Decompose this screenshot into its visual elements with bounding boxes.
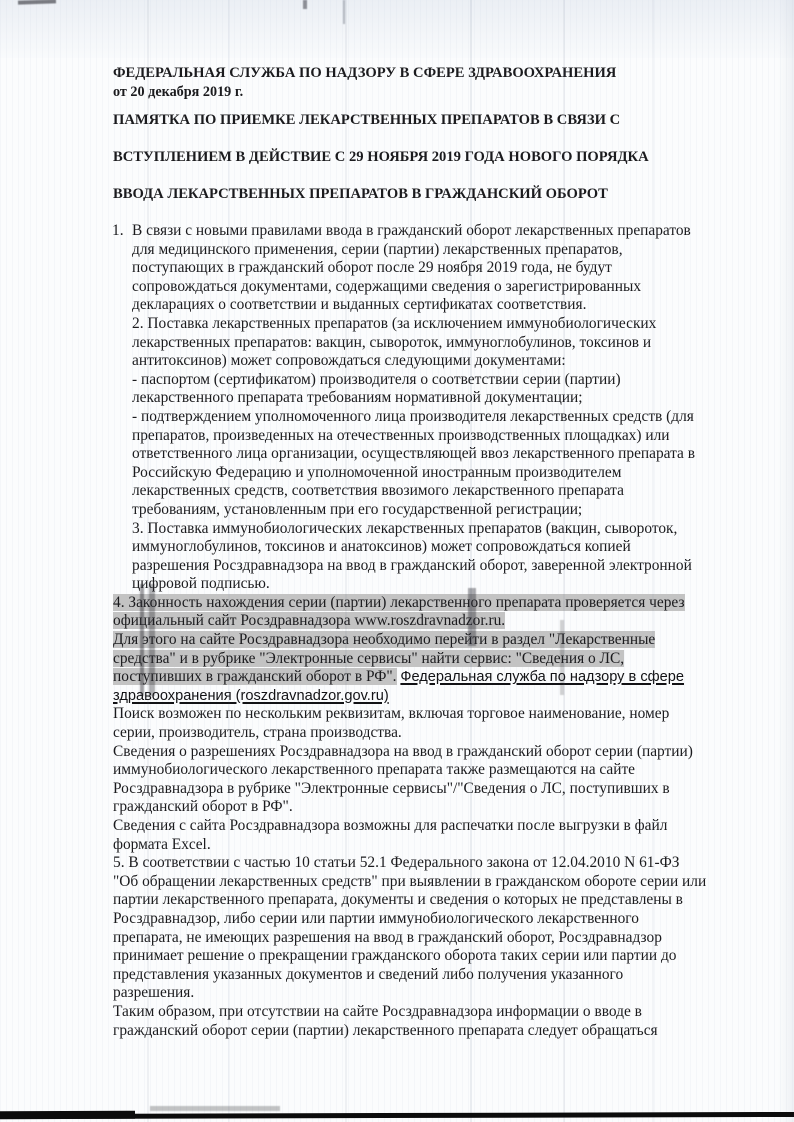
paragraph-4-instructions [113,631,707,705]
scan-edge-bar [0,1112,794,1119]
paragraph-5-law [113,854,707,1003]
title-line: ВВОДА ЛЕКАРСТВЕННЫХ ПРЕПАРАТОВ В ГРАЖДАНСКИЙ ОБОРОТ [113,186,608,202]
title-line: ВСТУПЛЕНИЕМ В ДЕЙСТВИЕ С 29 НОЯБРЯ 2019 ГОДА НОВОГО ПОРЯДКА [113,149,649,165]
text-segment: 2. Поставка лекарственных препаратов (за исключением иммунобиологических лекарственных препаратов: вакцин, сывороток, иммуноглобулинов, токсинов и антитоксинов) может сопровождаться следующими документами: [132,314,657,370]
scan-top-shading [0,0,794,58]
text-segment: В связи с новыми правилами ввода в гражданский оборот лекарственных препаратов для медицинского применения, серии (партии) лекарственных препаратов, поступающих в гражданский оборот после 29 ноября 2019 года, не будут сопровождаться документами, содержащими сведения о зарегистрированных декларациях о соответствии и выданных сертификатах соответствия. [132,222,691,314]
text-segment: 3. Поставка иммунобиологических лекарственных препаратов (вакцин, сывороток, иммуноглобулинов, токсинов и анатоксинов) может сопровождаться копией разрешения Росздравнадзора на ввод в гражданский оборот, заверенной электронной цифровой подписью. [132,519,692,593]
list-item-1 [113,222,707,315]
text-segment: 5. В соответствии с частью 10 статьи 52.1 Федерального закона от 12.04.2010 N 61-ФЗ "Об обращении лекарственных средств" при выявлении в гражданском обороте серии или партии лекарственного препарата, документы и сведения о которых не представлены в Росздравнадзор, либо серии или партии иммунобиологического лекарственного препарата, не имеющих разрешения на ввод в гражданский оборот, Росздравнадзор принимает решение о прекращении гражданского оборота таких серии или партии до представления указанных документов и сведений либо получения указанного разрешения. [113,854,707,1002]
document-title [113,112,707,203]
text-segment: Таким образом, при отсутствии на сайте Росздравнадзора информации о вводе в гражданский оборот серии (партии) лекарственного препарата следует обращаться [113,1002,658,1039]
bullet-passport [132,371,707,408]
list-number: 1. [112,222,124,239]
roszdravnadzor-link[interactable]: Федеральная служба по надзору в сфере здравоохранения (roszdravnadzor.gov.ru) [113,669,684,704]
text-segment: - паспортом (сертификатом) производителя о соответствии серии (партии) лекарственного препарата требованиям нормативной документации; [132,370,621,407]
paragraph-immuno-permits [113,743,707,817]
scan-smudge [150,1106,280,1111]
scan-edge-bar [0,1111,135,1119]
paragraph-3-immuno-supply [132,520,707,594]
text-segment: Сведения с сайта Росздравнадзора возможны для распечатки после выгрузки в файл формата Excel. [113,817,668,853]
paragraph-excel [113,817,707,854]
document-content [113,64,707,1040]
org-name: ФЕДЕРАЛЬНАЯ СЛУЖБА ПО НАДЗОРУ В СФЕРЕ ЗДРАВООХРАНЕНИЯ [113,65,617,81]
document-body [113,222,707,1040]
text-segment: Поиск возможен по нескольким реквизитам, включая торговое наименование, номер серии, производитель, страна производства. [113,705,670,742]
document-header [113,64,707,203]
title-line: ПАМЯТКА ПО ПРИЕМКЕ ЛЕКАРСТВЕННЫХ ПРЕПАРАТОВ В СВЯЗИ С [113,112,621,128]
paragraph-conclusion [113,1003,707,1040]
text-segment: Сведения о разрешениях Росздравнадзора на ввод в гражданский оборот серии (партии) иммунобиологического лекарственного препарата также размещаются на сайте Росздравнадзора в рубрике "Электронные сервисы"/"Сведения о ЛС, поступивших в гражданский оборот в РФ". [113,742,693,816]
paragraph-2-supply [132,315,707,371]
scan-right-edge-shading [778,0,794,1122]
document-date: от 20 декабря 2019 г. [113,84,244,100]
paragraph-search [113,705,707,742]
text-segment: - подтверждением уполномоченного лица производителя лекарственных средств (для препаратов, произведенных на отечественных производственных площадках) или ответственного лица организации, осуществляющей ввоз лекарственного препарата в Российскую Федерацию и уполномоченной иностранным производителем лекарственных средств, соответствия ввозимого лекарственного препарата требованиям, установленным при его государственной регистрации; [132,407,695,518]
highlighted-text: 4. Законность нахождения серии (партии) лекарственного препарата проверяется через официальный сайт Росздравнадзора www.roszdravnadzor.ru. [113,593,685,630]
bullet-confirmation [132,408,707,520]
paragraph-4-legality [113,594,707,631]
highlighted-text: Для этого на сайте Росздравнадзора необходимо перейти в раздел "Лекарственные средства" и в рубрике "Электронные сервисы" найти сервис: "Сведения о ЛС, поступивших в гражданский оборот в РФ". [113,631,656,686]
